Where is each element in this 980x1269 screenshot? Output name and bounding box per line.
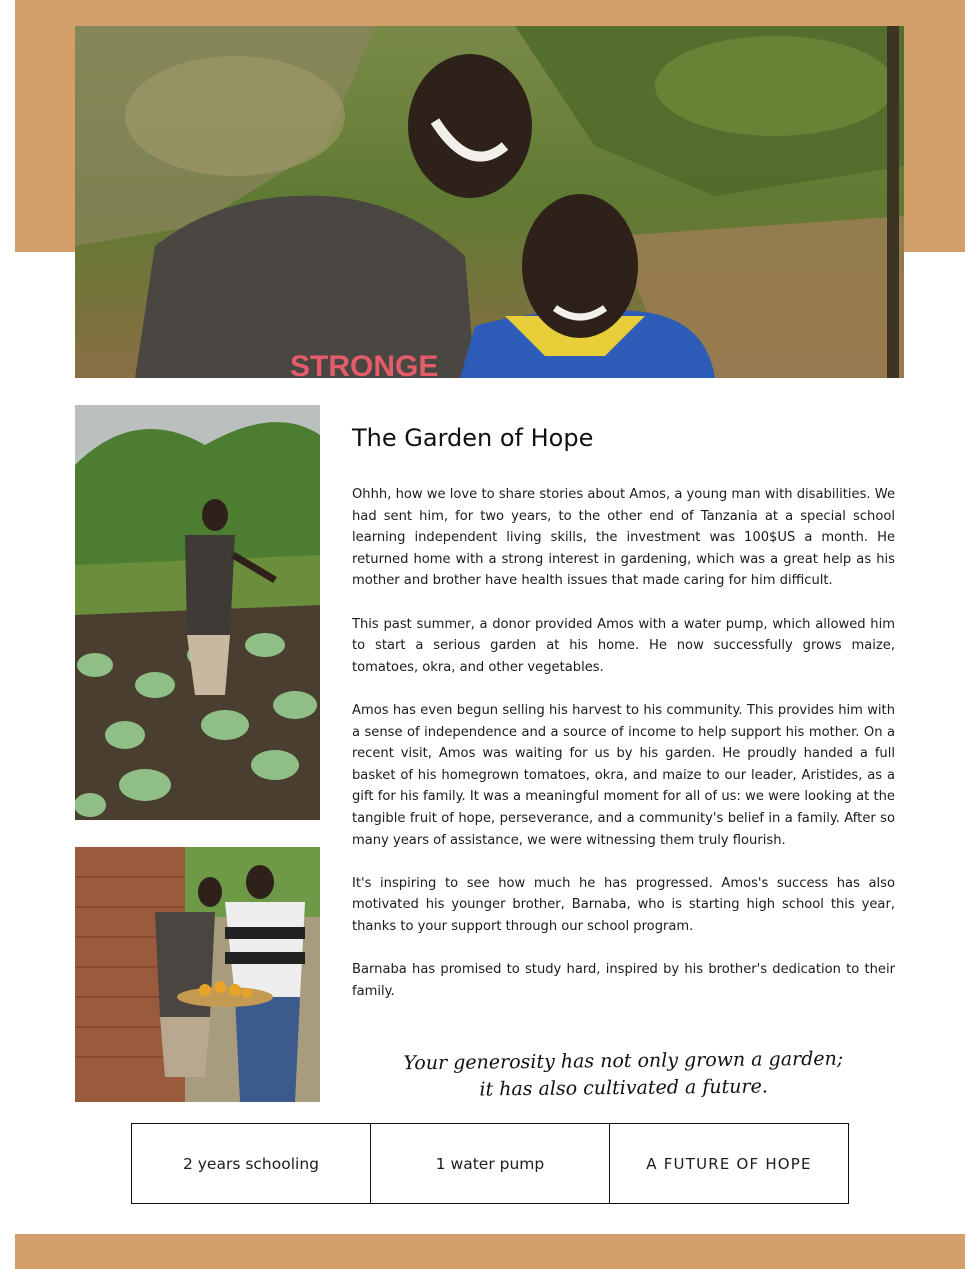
stat-future-of-hope: A FUTURE OF HOPE	[609, 1124, 848, 1203]
hero-photo	[75, 26, 904, 378]
garden-photo	[75, 405, 320, 820]
bottom-accent-band	[15, 1234, 965, 1269]
story-paragraph: This past summer, a donor provided Amos with a water pump, which allowed him to start a serious garden at his home. He now successfully grows maize, tomatoes, okra, and other vegetables.	[352, 616, 895, 675]
story-paragraph: Amos has even begun selling his harvest to his community. This provides him with a sense of independence and a source of income to help support his mother. On a recent visit, Amos was waiting for us by his garden. He proudly handed a full basket of his homegrown tomatoes, okra, and maize to our leader, Aristides, as a gift for his family. It was a meaningful moment for all of us: we were looking at the tangible fruit of hope, perseverance, and a community's belief in a family. After so many years of assistance, we were witnessing them truly flourish.	[352, 702, 895, 848]
story-paragraph: Barnaba has promised to study hard, inspired by his brother's dedication to their family.	[352, 962, 895, 999]
quote-line: it has also cultivated a future.	[479, 1075, 768, 1101]
story-paragraph: It's inspiring to see how much he has progressed. Amos's success has also motivated his younger brother, Barnaba, who is starting high school this year, thanks to your support through our school program.	[352, 875, 895, 934]
quote-line: Your generosity has not only grown a garden;	[403, 1047, 844, 1075]
stat-schooling: 2 years schooling	[182, 1154, 320, 1173]
story-body	[352, 484, 895, 1002]
impact-stats	[131, 1123, 849, 1204]
story-title: The Garden of Hope	[352, 424, 594, 452]
basket-photo	[75, 847, 320, 1102]
stat-water-pump: 1 water pump	[370, 1124, 609, 1203]
hero-shirt-text: STRONGE	[290, 350, 439, 378]
story-paragraph: Ohhh, how we love to share stories about Amos, a young man with disabilities. We had sent him, for two years, to the other end of Tanzania at a special school learning independent living skills, the investment was 100$US a month. He returned home with a strong interest in gardening, which was a great help as his mother and brother have health issues that made caring for him difficult.	[352, 487, 895, 589]
closing-quote	[352, 1045, 896, 1105]
